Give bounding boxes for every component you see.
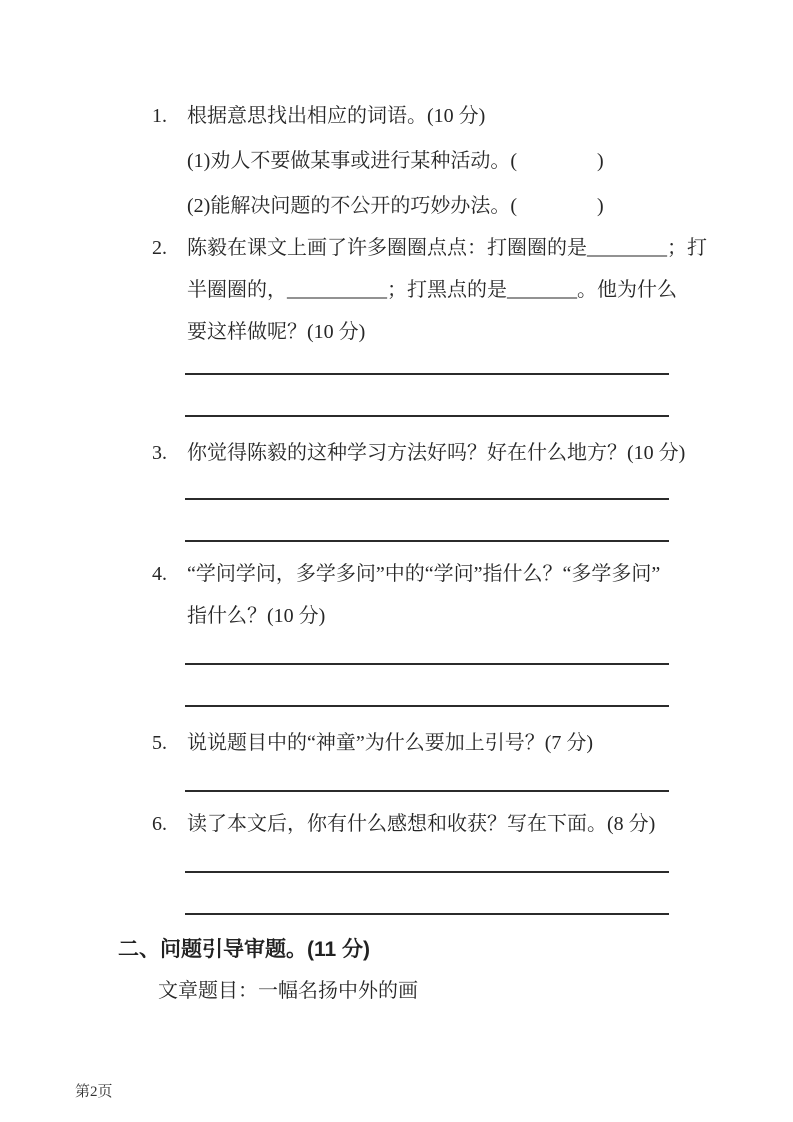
question-2-text-line-1: 陈毅在课文上画了许多圈圈点点：打圈圈的是________；打 (187, 237, 707, 259)
page-number-label: 第2页 (75, 1084, 113, 1100)
question-5-text: 说说题目中的“神童”为什么要加上引号？(7 分) (187, 732, 594, 754)
answer-line-q2-1 (185, 373, 669, 375)
question-3-number: 3. (152, 442, 167, 464)
answer-line-q4-2 (185, 705, 669, 707)
question-2-text-line-3: 要这样做呢？(10 分) (187, 321, 366, 343)
answer-line-q2-2 (185, 415, 669, 417)
answer-line-q6-1 (185, 871, 669, 873)
question-2-row (152, 235, 707, 262)
question-4-text-line-1: “学问学问，多学多问”中的“学问”指什么？“多学多问” (187, 563, 661, 585)
answer-line-q6-2 (185, 913, 669, 915)
question-6-text: 读了本文后，你有什么感想和收获？写在下面。(8 分) (187, 813, 656, 835)
question-5-number: 5. (152, 732, 167, 754)
question-4-row (152, 561, 660, 588)
question-5-row (152, 730, 593, 757)
question-6-number: 6. (152, 813, 167, 835)
question-2-number: 2. (152, 237, 167, 259)
question-1-sub-1: (1)劝人不要做某事或进行某种活动。( ) (187, 150, 604, 172)
question-1-text: 根据意思找出相应的词语。(10 分) (187, 105, 486, 127)
question-4-text-line-2: 指什么？(10 分) (187, 605, 326, 627)
article-title-line: 文章题目：一幅名扬中外的画 (158, 980, 418, 1002)
question-1-row (152, 103, 485, 130)
question-1-sub-2: (2)能解决问题的不公开的巧妙办法。( ) (187, 195, 604, 217)
answer-line-q4-1 (185, 663, 669, 665)
question-2-text-line-2: 半圈圈的，__________；打黑点的是_______。他为什么 (187, 279, 677, 301)
question-1-number: 1. (152, 105, 167, 127)
answer-line-q3-1 (185, 498, 669, 500)
question-4-number: 4. (152, 563, 167, 585)
answer-line-q5-1 (185, 790, 669, 792)
question-6-row (152, 811, 655, 838)
section-two-heading: 二、问题引导审题。(11 分) (118, 938, 371, 961)
question-3-row (152, 440, 685, 467)
question-3-text: 你觉得陈毅的这种学习方法好吗？好在什么地方？(10 分) (187, 442, 686, 464)
answer-line-q3-2 (185, 540, 669, 542)
